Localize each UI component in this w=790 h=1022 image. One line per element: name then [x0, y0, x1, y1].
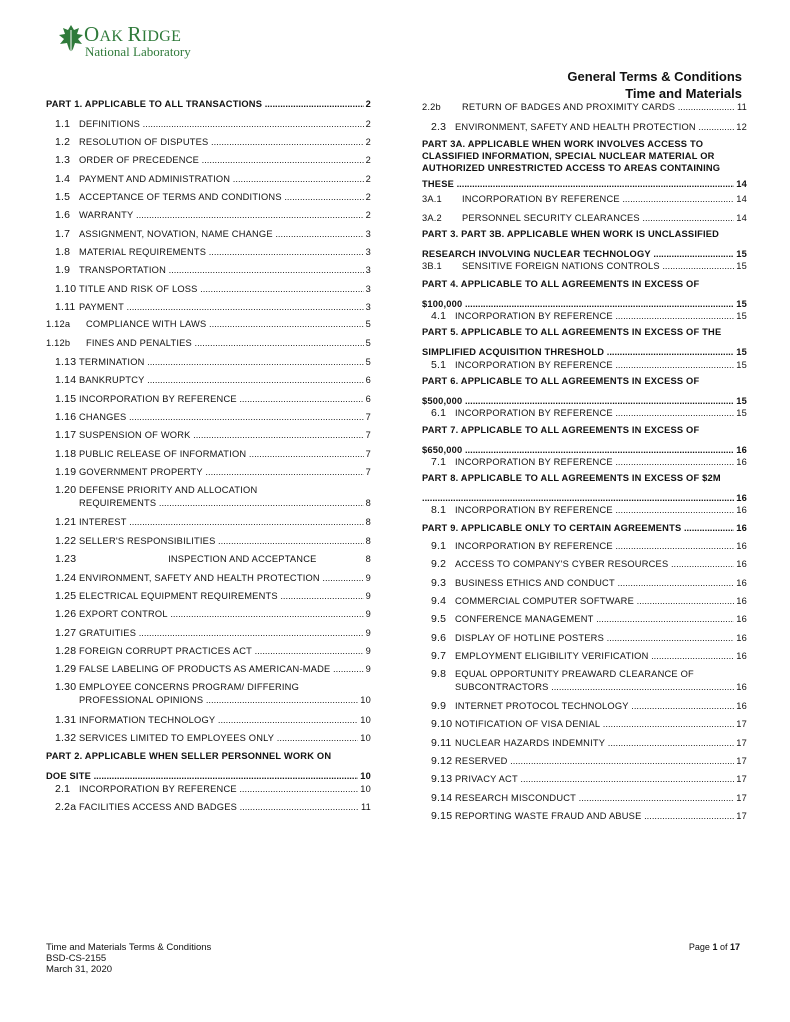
- section-title: INCORPORATION BY REFERENCE .....: [462, 194, 734, 204]
- page-number-ref: 17: [736, 811, 747, 821]
- section-number: 1.12b: [46, 338, 71, 348]
- page-number-ref: 11: [360, 802, 371, 812]
- section-number: 9.4: [431, 595, 447, 607]
- section-title: INSPECTION AND ACCEPTANCE: [168, 554, 317, 564]
- toc-entry[interactable]: [46, 246, 371, 258]
- page-number-ref: 3: [365, 265, 371, 275]
- page-number-ref: 8: [356, 554, 371, 564]
- section-title: PAYMENT AND ADMINISTRATION .....: [79, 174, 364, 184]
- section-number: 9.6: [431, 632, 447, 644]
- section-title: PUBLIC RELEASE OF INFORMATION .....: [79, 449, 364, 459]
- toc-entry[interactable]: [46, 228, 371, 240]
- toc-entry[interactable]: [46, 374, 371, 386]
- part-title-line: PART 3A. APPLICABLE WHEN WORK INVOLVES ACCESS TO: [422, 139, 704, 149]
- section-title: ASSIGNMENT, NOVATION, NAME CHANGE .....: [79, 229, 364, 239]
- page-number-ref: 6: [365, 394, 371, 404]
- section-number: 1.1: [55, 118, 71, 130]
- toc-entry[interactable]: [46, 714, 371, 726]
- part-title-line: THESE .....: [422, 178, 734, 190]
- toc-entry[interactable]: [46, 484, 371, 508]
- page-number-ref: 15: [736, 408, 747, 418]
- toc-entry[interactable]: [46, 283, 371, 295]
- toc-entry[interactable]: [422, 504, 747, 516]
- toc-entry[interactable]: [422, 540, 747, 552]
- section-title: ACCEPTANCE OF TERMS AND CONDITIONS .....: [79, 192, 364, 202]
- page-number-ref: 15: [736, 311, 747, 321]
- toc-entry[interactable]: [46, 553, 371, 565]
- section-number: 1.32: [55, 732, 77, 744]
- toc-entry[interactable]: [46, 136, 371, 148]
- toc-entry[interactable]: [422, 456, 747, 468]
- page-number-ref: 3: [365, 229, 371, 239]
- section-number: 1.23: [55, 553, 77, 565]
- page-number-ref: 17: [736, 774, 747, 784]
- title-line-1: General Terms & Conditions: [567, 69, 742, 84]
- section-title: BANKRUPTCY .....: [79, 375, 364, 385]
- page-number-ref: 7: [365, 449, 371, 459]
- section-title: DEFENSE PRIORITY AND ALLOCATION: [79, 485, 258, 495]
- toc-entry[interactable]: [46, 448, 371, 460]
- part-title-line: PART 8. APPLICABLE TO ALL AGREEMENTS IN EXCESS OF $2M: [422, 473, 721, 483]
- toc-entry[interactable]: [422, 577, 747, 589]
- toc-entry[interactable]: [46, 608, 371, 620]
- page-number-ref: 16: [736, 523, 747, 533]
- section-title: MATERIAL REQUIREMENTS .....: [79, 247, 364, 257]
- page-number-ref: 15: [736, 261, 747, 271]
- toc-part-heading[interactable]: [422, 138, 747, 190]
- section-number: 3A.2: [422, 213, 442, 223]
- toc-entry[interactable]: [46, 338, 371, 348]
- toc-entry[interactable]: [422, 261, 747, 271]
- section-title: COMPLIANCE WITH LAWS .....: [86, 319, 364, 329]
- section-number: 1.13: [55, 356, 77, 368]
- section-title: FOREIGN CORRUPT PRACTICES ACT .....: [79, 646, 364, 656]
- logo-title: OAK RIDGE: [84, 22, 182, 46]
- toc-entry[interactable]: [422, 310, 747, 322]
- toc-part-heading[interactable]: [422, 424, 747, 456]
- toc-entry[interactable]: [46, 209, 371, 221]
- section-title: INCORPORATION BY REFERENCE .....: [455, 505, 734, 515]
- part-title-line: PART 6. APPLICABLE TO ALL AGREEMENTS IN EXCESS OF: [422, 376, 700, 386]
- section-number: 1.18: [55, 448, 77, 460]
- section-title: ORDER OF PRECEDENCE .....: [79, 155, 364, 165]
- oak-leaf-icon: [58, 24, 84, 54]
- section-number: 9.3: [431, 577, 447, 589]
- section-number: 9.10: [431, 718, 453, 730]
- page-number-ref: 16: [736, 682, 747, 692]
- section-number: 1.26: [55, 608, 77, 620]
- page-number-ref: 17: [736, 719, 747, 729]
- page-number-ref: 10: [360, 771, 371, 781]
- section-title: SUBCONTRACTORS .....: [455, 682, 734, 692]
- section-number: 9.7: [431, 650, 447, 662]
- section-number: 1.17: [55, 429, 77, 441]
- section-title: RESOLUTION OF DISPUTES .....: [79, 137, 364, 147]
- section-title: ENVIRONMENT, SAFETY AND HEALTH PROTECTION .....: [455, 122, 734, 132]
- page-number-ref: 5: [365, 338, 371, 348]
- section-number: 1.8: [55, 246, 71, 258]
- part-title-line: PART 7. APPLICABLE TO ALL AGREEMENTS IN EXCESS OF: [422, 425, 700, 435]
- section-number: 1.16: [55, 411, 77, 423]
- section-title: PROFESSIONAL OPINIONS .....: [79, 695, 358, 705]
- section-title: EQUAL OPPORTUNITY PREAWARD CLEARANCE OF: [455, 669, 694, 679]
- section-title: RESERVED .....: [455, 756, 734, 766]
- section-title: INTEREST .....: [79, 517, 364, 527]
- section-title: SERVICES LIMITED TO EMPLOYEES ONLY .....: [79, 733, 358, 743]
- part-title-line: $650,000 .....: [422, 444, 734, 456]
- section-title: FINES AND PENALTIES .....: [86, 338, 364, 348]
- page-number-ref: 2: [365, 155, 371, 165]
- section-number: 1.19: [55, 466, 77, 478]
- toc-entry[interactable]: [422, 213, 747, 223]
- page-number-ref: 15: [736, 360, 747, 370]
- section-number: 2.1: [55, 783, 71, 795]
- section-number: 9.9: [431, 700, 447, 712]
- page-number-ref: 9: [365, 591, 371, 601]
- page-number-ref: 2: [365, 210, 371, 220]
- section-title: INCORPORATION BY REFERENCE .....: [455, 408, 734, 418]
- page-number-ref: 14: [736, 179, 747, 189]
- page-number-ref: 10: [360, 695, 371, 705]
- toc-entry[interactable]: [46, 319, 371, 329]
- toc-entry[interactable]: [422, 718, 747, 730]
- toc-entry[interactable]: [46, 118, 371, 130]
- section-number: 7.1: [431, 456, 447, 468]
- page-number-ref: 16: [736, 701, 747, 711]
- section-number: 9.8: [431, 668, 447, 680]
- page-number-ref: 16: [736, 457, 747, 467]
- section-title: INCORPORATION BY REFERENCE .....: [79, 394, 364, 404]
- page-number-ref: 7: [365, 430, 371, 440]
- section-number: 1.15: [55, 393, 77, 405]
- section-number: 1.24: [55, 572, 77, 584]
- section-title: WARRANTY .....: [79, 210, 364, 220]
- part-title-line: PART 4. APPLICABLE TO ALL AGREEMENTS IN EXCESS OF: [422, 279, 700, 289]
- part-title-line: SIMPLIFIED ACQUISITION THRESHOLD .....: [422, 346, 734, 358]
- section-title: SELLER'S RESPONSIBILITIES .....: [79, 536, 364, 546]
- toc-entry[interactable]: [46, 516, 371, 528]
- toc-entry[interactable]: [422, 407, 747, 419]
- page-number-ref: 9: [365, 628, 371, 638]
- section-title: RESEARCH MISCONDUCT .....: [455, 793, 734, 803]
- footer-date: March 31, 2020: [46, 964, 113, 975]
- toc-entry[interactable]: [46, 572, 371, 584]
- section-number: 1.12a: [46, 319, 71, 329]
- section-title: INCORPORATION BY REFERENCE .....: [79, 784, 358, 794]
- toc-entry[interactable]: [46, 411, 371, 423]
- page-number-ref: 16: [736, 445, 747, 455]
- section-number: 1.14: [55, 374, 77, 386]
- page-number-ref: 16: [736, 651, 747, 661]
- page-number-ref: 8: [365, 536, 371, 546]
- page-number-ref: 9: [365, 664, 371, 674]
- section-number: 8.1: [431, 504, 447, 516]
- toc-entry[interactable]: [46, 783, 371, 795]
- toc-part-heading[interactable]: [422, 375, 747, 407]
- page-number-ref: 10: [360, 733, 371, 743]
- page-number-ref: 2: [365, 137, 371, 147]
- toc-entry[interactable]: [46, 429, 371, 441]
- page-number-ref: 16: [736, 559, 747, 569]
- page-number-ref: 10: [360, 784, 371, 794]
- toc-entry[interactable]: [46, 627, 371, 639]
- toc-entry[interactable]: [46, 801, 371, 813]
- footer-doc-id: BSD-CS-2155: [46, 953, 107, 964]
- page-number-ref: 16: [736, 578, 747, 588]
- section-number: 1.11: [55, 301, 76, 313]
- page-number-ref: 16: [736, 614, 747, 624]
- page-number-ref: 12: [736, 122, 747, 132]
- toc-entry[interactable]: [46, 173, 371, 185]
- toc-entry[interactable]: [46, 264, 371, 276]
- page-number-ref: 17: [736, 738, 747, 748]
- section-title: INCORPORATION BY REFERENCE .....: [455, 457, 734, 467]
- section-number: 1.30: [55, 681, 77, 693]
- toc-entry[interactable]: [422, 558, 747, 570]
- section-number: 9.2: [431, 558, 447, 570]
- toc-entry[interactable]: [422, 792, 747, 804]
- toc-entry[interactable]: [46, 663, 371, 675]
- toc-entry[interactable]: [46, 191, 371, 203]
- part-title-line: DOE SITE .....: [46, 770, 358, 782]
- page-number-ref: 16: [736, 596, 747, 606]
- footer-doc-name: Time and Materials Terms & Conditions: [46, 942, 212, 953]
- section-number: 4.1: [431, 310, 447, 322]
- section-number: 9.12: [431, 755, 453, 767]
- page-number-ref: 2: [365, 99, 371, 109]
- toc-entry[interactable]: [422, 359, 747, 371]
- page-number-ref: 7: [365, 412, 371, 422]
- title-line-2: Time and Materials: [625, 86, 742, 101]
- toc-part-heading[interactable]: [422, 278, 747, 310]
- logo-subtitle: National Laboratory: [85, 44, 191, 59]
- section-title: COMMERCIAL COMPUTER SOFTWARE .....: [455, 596, 734, 606]
- section-title: INCORPORATION BY REFERENCE .....: [455, 360, 734, 370]
- part-title: PART 9. APPLICABLE ONLY TO CERTAIN AGREEMENTS .....: [422, 522, 734, 534]
- section-number: 9.15: [431, 810, 453, 822]
- section-number: 1.4: [55, 173, 71, 185]
- toc-entry[interactable]: [422, 668, 747, 692]
- toc-entry[interactable]: [422, 810, 747, 822]
- section-number: 1.27: [55, 627, 77, 639]
- page-number-ref: 17: [736, 793, 747, 803]
- page-number-ref: 5: [365, 357, 371, 367]
- page-number-ref: 10: [360, 715, 371, 725]
- toc-entry[interactable]: [422, 613, 747, 625]
- section-title: PRIVACY ACT .....: [455, 774, 734, 784]
- page-number-ref: 11: [736, 102, 747, 112]
- part-title-line: PART 5. APPLICABLE TO ALL AGREEMENTS IN EXCESS OF THE: [422, 327, 722, 337]
- section-title: RETURN OF BADGES AND PROXIMITY CARDS .....: [462, 102, 735, 112]
- toc-entry[interactable]: [422, 121, 747, 133]
- page-number-ref: 15: [736, 347, 747, 357]
- page-number-ref: 15: [736, 249, 747, 259]
- toc-entry[interactable]: [46, 301, 371, 313]
- section-title: ENVIRONMENT, SAFETY AND HEALTH PROTECTION .....: [79, 573, 364, 583]
- section-number: 1.9: [55, 264, 71, 276]
- section-title: EMPLOYMENT ELIGIBILITY VERIFICATION .....: [455, 651, 734, 661]
- section-number: 2.2a: [55, 801, 77, 813]
- section-title: EMPLOYEE CONCERNS PROGRAM/ DIFFERING: [79, 682, 300, 692]
- toc-part-heading[interactable]: [46, 98, 371, 110]
- toc-entry[interactable]: [422, 102, 747, 112]
- section-number: 9.14: [431, 792, 453, 804]
- section-title: SUSPENSION OF WORK .....: [79, 430, 364, 440]
- page-number-ref: 3: [365, 284, 371, 294]
- page-number-ref: 14: [736, 213, 747, 223]
- part-title-line: CLASSIFIED INFORMATION, SPECIAL NUCLEAR MATERIAL OR: [422, 151, 715, 161]
- toc-entry[interactable]: [422, 737, 747, 749]
- toc-entry[interactable]: [46, 535, 371, 547]
- section-number: 1.2: [55, 136, 71, 148]
- page-number-ref: 9: [365, 646, 371, 656]
- toc-entry[interactable]: [422, 632, 747, 644]
- page-number-ref: 2: [365, 119, 371, 129]
- section-title: REPORTING WASTE FRAUD AND ABUSE .....: [455, 811, 734, 821]
- toc-entry[interactable]: [422, 755, 747, 767]
- toc-part-heading[interactable]: [422, 522, 747, 534]
- toc-part-heading[interactable]: [46, 750, 371, 782]
- section-title: REQUIREMENTS .....: [79, 498, 364, 508]
- section-title: TITLE AND RISK OF LOSS .....: [79, 284, 364, 294]
- page-number-ref: 8: [365, 517, 371, 527]
- page-number-ref: 2: [365, 192, 371, 202]
- page-number-ref: 2: [365, 174, 371, 184]
- section-number: 1.5: [55, 191, 71, 203]
- section-number: 1.29: [55, 663, 77, 675]
- page-number-ref: 16: [736, 505, 747, 515]
- section-number: 2.3: [431, 121, 447, 133]
- section-title: INFORMATION TECHNOLOGY .....: [79, 715, 358, 725]
- toc-entry[interactable]: [46, 645, 371, 657]
- page-number-ref: 9: [365, 609, 371, 619]
- page-number-ref: 6: [365, 375, 371, 385]
- section-title: PERSONNEL SECURITY CLEARANCES .....: [462, 213, 734, 223]
- section-title: GRATUITIES .....: [79, 628, 364, 638]
- section-number: 2.2b: [422, 102, 441, 112]
- footer-document-info: [46, 942, 211, 975]
- section-title: DISPLAY OF HOTLINE POSTERS .....: [455, 633, 734, 643]
- part-title-line: AUTHORIZED UNRESTRICTED ACCESS TO AREAS CONTAINING: [422, 163, 721, 173]
- part-title-line: $100,000 .....: [422, 298, 734, 310]
- page-number: Page 1 of 17: [688, 942, 740, 952]
- section-title: SENSITIVE FOREIGN NATIONS CONTROLS .....: [462, 261, 734, 271]
- section-title: FALSE LABELING OF PRODUCTS AS AMERICAN-MADE .....: [79, 664, 364, 674]
- section-title: NUCLEAR HAZARDS INDEMNITY .....: [455, 738, 734, 748]
- page-number-ref: 3: [365, 302, 371, 312]
- section-number: 1.3: [55, 154, 71, 166]
- section-title: CHANGES .....: [79, 412, 364, 422]
- toc-part-heading[interactable]: [422, 326, 747, 358]
- part-title-line: PART 3. PART 3B. APPLICABLE WHEN WORK IS UNCLASSIFIED: [422, 229, 720, 239]
- document-title: [567, 68, 742, 102]
- section-number: 1.20: [55, 484, 77, 496]
- toc-entry[interactable]: [422, 595, 747, 607]
- toc-entry[interactable]: [46, 590, 371, 602]
- toc-entry[interactable]: [46, 393, 371, 405]
- section-number: 1.28: [55, 645, 77, 657]
- section-number: 9.11: [431, 737, 452, 749]
- section-number: 6.1: [431, 407, 447, 419]
- section-title: INCORPORATION BY REFERENCE .....: [455, 311, 734, 321]
- section-title: INCORPORATION BY REFERENCE .....: [455, 541, 734, 551]
- section-title: CONFERENCE MANAGEMENT .....: [455, 614, 734, 624]
- section-number: 1.10: [55, 283, 77, 295]
- toc-entry[interactable]: [422, 700, 747, 712]
- section-number: 9.1: [431, 540, 447, 552]
- section-title: BUSINESS ETHICS AND CONDUCT .....: [455, 578, 734, 588]
- section-title: EXPORT CONTROL .....: [79, 609, 364, 619]
- part-title-line: RESEARCH INVOLVING NUCLEAR TECHNOLOGY .....: [422, 248, 734, 260]
- section-number: 1.31: [55, 714, 77, 726]
- section-number: 1.22: [55, 535, 77, 547]
- toc-part-heading[interactable]: [422, 472, 747, 504]
- page-number-ref: 17: [736, 756, 747, 766]
- page-number-ref: 16: [736, 541, 747, 551]
- page-number-ref: 16: [736, 633, 747, 643]
- section-title: TRANSPORTATION .....: [79, 265, 364, 275]
- section-number: 9.13: [431, 773, 453, 785]
- section-title: PAYMENT .....: [79, 302, 364, 312]
- page-number-ref: 16: [736, 493, 747, 503]
- page-number-ref: 8: [365, 498, 371, 508]
- toc-entry[interactable]: [422, 194, 747, 204]
- section-number: 3B.1: [422, 261, 442, 271]
- page-number-ref: 15: [736, 396, 747, 406]
- section-title: FACILITIES ACCESS AND BADGES .....: [79, 802, 359, 812]
- section-title: NOTIFICATION OF VISA DENIAL .....: [455, 719, 734, 729]
- section-title: INTERNET PROTOCOL TECHNOLOGY .....: [455, 701, 734, 711]
- part-title-line: [422, 492, 734, 504]
- page-number-ref: 7: [365, 467, 371, 477]
- page-number-ref: 3: [365, 247, 371, 257]
- toc-entry[interactable]: [46, 154, 371, 166]
- section-number: 1.25: [55, 590, 77, 602]
- section-number: 9.5: [431, 613, 447, 625]
- section-title: ELECTRICAL EQUIPMENT REQUIREMENTS .....: [79, 591, 364, 601]
- oak-ridge-logo: [58, 22, 238, 62]
- section-number: 3A.1: [422, 194, 442, 204]
- toc-entry[interactable]: [46, 681, 371, 705]
- section-number: 1.7: [55, 228, 71, 240]
- toc-entry[interactable]: [422, 650, 747, 662]
- part-title-line: $500,000 .....: [422, 395, 734, 407]
- toc-entry[interactable]: [46, 466, 371, 478]
- section-title: TERMINATION .....: [79, 357, 364, 367]
- page-number-ref: 9: [365, 573, 371, 583]
- section-number: 5.1: [431, 359, 447, 371]
- part-title: PART 1. APPLICABLE TO ALL TRANSACTIONS .....: [46, 98, 364, 110]
- section-number: 1.21: [55, 516, 77, 528]
- page-number-ref: 14: [736, 194, 747, 204]
- section-title: ACCESS TO COMPANY'S CYBER RESOURCES .....: [455, 559, 734, 569]
- page-number-ref: 5: [365, 319, 371, 329]
- toc-entry[interactable]: [422, 773, 747, 785]
- part-title-line: PART 2. APPLICABLE WHEN SELLER PERSONNEL WORK ON: [46, 751, 332, 761]
- toc-part-heading[interactable]: [422, 228, 747, 260]
- section-title: GOVERNMENT PROPERTY .....: [79, 467, 364, 477]
- section-number: 1.6: [55, 209, 71, 221]
- page-number-ref: 15: [736, 299, 747, 309]
- toc-entry[interactable]: [46, 732, 371, 744]
- section-title: DEFINITIONS .....: [79, 119, 364, 129]
- toc-entry[interactable]: [46, 356, 371, 368]
